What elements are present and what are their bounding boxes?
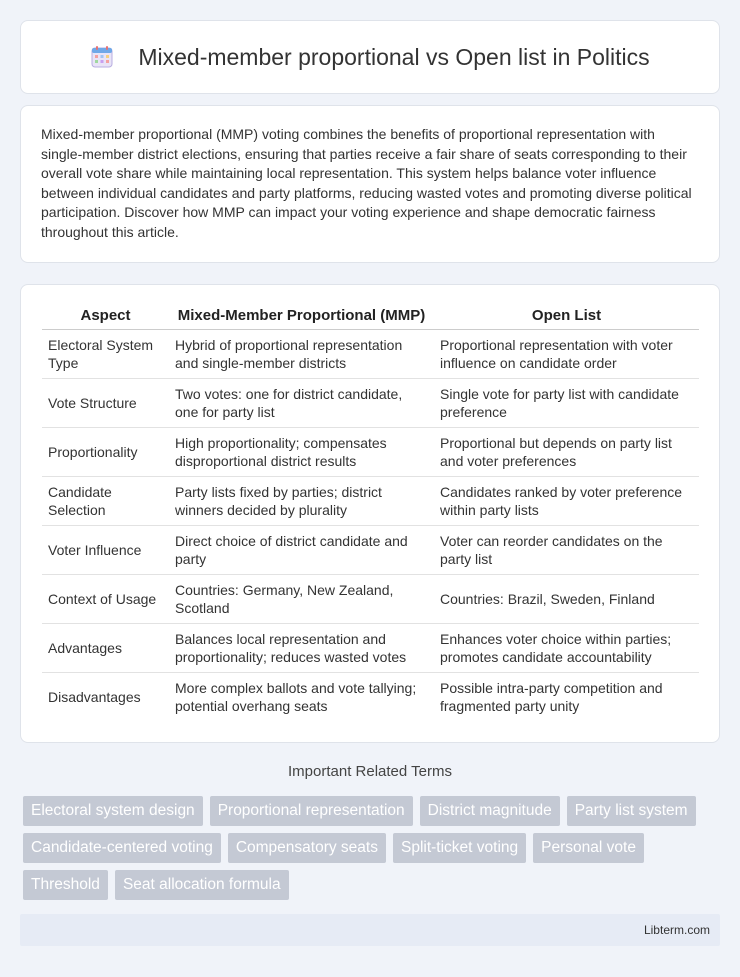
footer-site-link[interactable]: Libterm.com — [643, 923, 710, 937]
table-header-row — [42, 305, 699, 329]
open-list-cell: Enhances voter choice within parties; promotes candidate accountability — [434, 623, 699, 672]
comparison-table — [42, 305, 699, 721]
table-row — [42, 623, 699, 672]
related-terms-title: Important Related Terms — [288, 763, 452, 780]
aspect-cell: Proportionality — [42, 427, 169, 476]
open-list-cell: Proportional but depends on party list and voter preferences — [434, 427, 699, 476]
related-term-tag[interactable]: Compensatory seats — [228, 833, 386, 863]
table-row — [42, 378, 699, 427]
related-term-tag[interactable]: Threshold — [23, 870, 108, 900]
table-row — [42, 329, 699, 378]
mmp-cell: Countries: Germany, New Zealand, Scotland — [169, 574, 434, 623]
column-header: Open List — [434, 305, 699, 329]
open-list-cell: Countries: Brazil, Sweden, Finland — [434, 574, 699, 623]
table-row — [42, 574, 699, 623]
mmp-cell: Party lists fixed by parties; district winners decided by plurality — [169, 476, 434, 525]
aspect-cell: Context of Usage — [42, 574, 169, 623]
mmp-cell: More complex ballots and vote tallying; potential overhang seats — [175, 679, 417, 714]
comparison-card — [20, 284, 720, 743]
table-row — [42, 525, 699, 574]
related-term-tag[interactable]: District magnitude — [420, 796, 560, 826]
intro-card — [20, 105, 720, 263]
mmp-cell: Balances local representation and proportionality; reduces wasted votes — [169, 623, 434, 672]
mmp-cell: Two votes: one for district candidate, one for party list — [169, 378, 434, 427]
related-term-tag[interactable]: Party list system — [567, 796, 696, 826]
related-term-tag[interactable]: Candidate-centered voting — [23, 833, 221, 863]
table-row — [42, 672, 699, 721]
mmp-cell: High proportionality; compensates disproportional district results — [169, 427, 434, 476]
column-header: Mixed-Member Proportional (MMP) — [169, 305, 434, 329]
aspect-cell: Advantages — [42, 623, 169, 672]
related-term-tag[interactable]: Electoral system design — [23, 796, 203, 826]
header-card — [20, 20, 720, 94]
aspect-cell: Vote Structure — [42, 378, 169, 427]
open-list-cell: Candidates ranked by voter preference within party lists — [434, 476, 699, 525]
related-term-tag[interactable]: Personal vote — [533, 833, 644, 863]
related-term-tag[interactable]: Split-ticket voting — [393, 833, 526, 863]
table-row — [42, 476, 699, 525]
table-row — [42, 427, 699, 476]
open-list-cell: Voter can reorder candidates on the party list — [434, 525, 699, 574]
open-list-cell: Single vote for party list with candidate preference — [434, 378, 699, 427]
mmp-cell: Hybrid of proportional representation and single-member districts — [169, 329, 434, 378]
intro-paragraph: Mixed-member proportional (MMP) voting combines the benefits of proportional representation with single-member district elections, ensuring that parties receive a fair share of seats corresponding to their overall vote share while maintaining local representation. This system helps balance voter influence between individual candidates and party platforms, reducing wasted votes and promoting diverse political participation. Discover how MMP can impact your voting experience and shape democratic fairness throughout this article. — [41, 126, 692, 240]
related-terms-list — [23, 796, 723, 907]
column-header: Aspect — [42, 305, 169, 329]
related-term-tag[interactable]: Proportional representation — [210, 796, 413, 826]
aspect-cell: Voter Influence — [42, 525, 169, 574]
open-list-cell: Possible intra-party competition and fragmented party unity — [440, 679, 663, 714]
footer — [20, 914, 720, 946]
related-term-tag[interactable]: Seat allocation formula — [115, 870, 289, 900]
calendar-icon — [90, 45, 114, 69]
aspect-cell: Disadvantages — [48, 688, 141, 705]
aspect-cell: Electoral System Type — [42, 329, 169, 378]
open-list-cell: Proportional representation with voter influence on candidate order — [434, 329, 699, 378]
aspect-cell: Candidate Selection — [42, 476, 169, 525]
mmp-cell: Direct choice of district candidate and party — [169, 525, 434, 574]
page-title: Mixed-member proportional vs Open list in Politics — [138, 43, 650, 70]
